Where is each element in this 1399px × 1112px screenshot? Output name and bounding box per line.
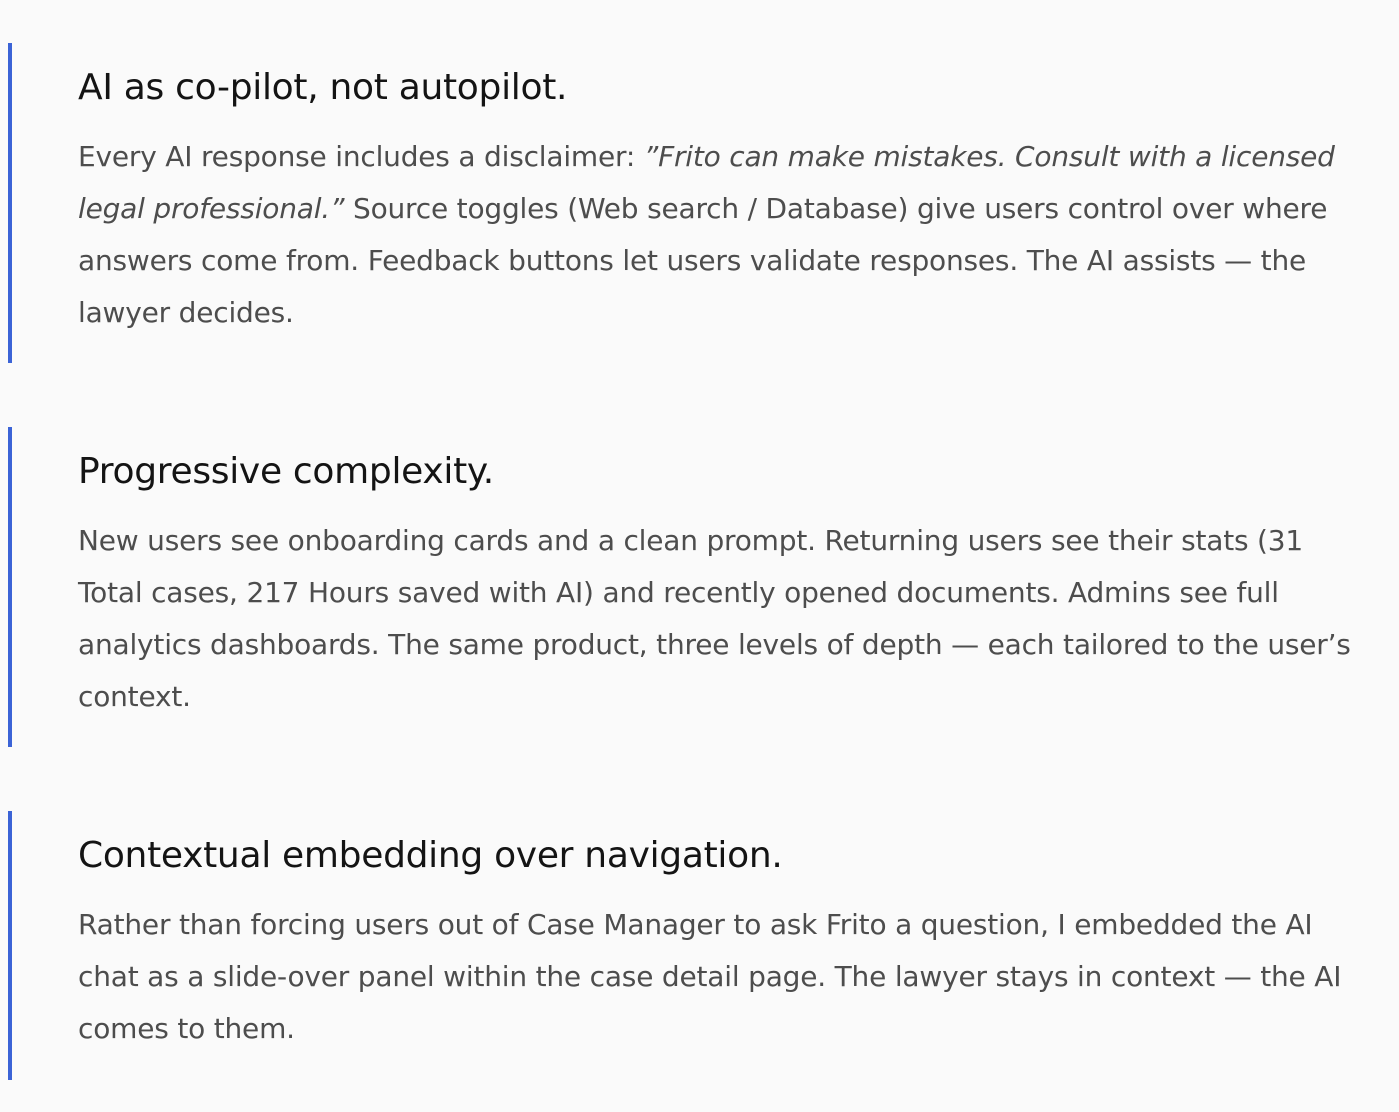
section-title: Contextual embedding over navigation. [78, 835, 783, 876]
body-rest: Source toggles (Web search / Database) give users control over where answers come from. Feedback buttons let users validate responses. The AI assists — the lawyer decides. [78, 192, 1328, 329]
principle-section-progressive-complexity [8, 427, 1368, 747]
section-body [78, 131, 1368, 339]
principle-section-copilot [8, 43, 1368, 363]
section-title: Progressive complexity. [78, 451, 494, 492]
body-intro: Every AI response includes a disclaimer: [78, 140, 644, 173]
disclaimer-quote: ”Frito can make mistakes. Consult with a licensed legal professional.” [78, 140, 1335, 225]
principle-section-contextual-embedding [8, 811, 1368, 1080]
section-body: New users see onboarding cards and a clean prompt. Returning users see their stats (31 Total cases, 217 Hours saved with AI) and recently opened documents. Admins see full analytics dashboards. The same product, three levels of depth — each tailored to the user’s context. [78, 524, 1351, 713]
section-title: AI as co-pilot, not autopilot. [78, 67, 568, 108]
section-body: Rather than forcing users out of Case Manager to ask Frito a question, I embedded the AI chat as a slide-over panel within the case detail page. The lawyer stays in context — the AI comes to them. [78, 908, 1342, 1045]
